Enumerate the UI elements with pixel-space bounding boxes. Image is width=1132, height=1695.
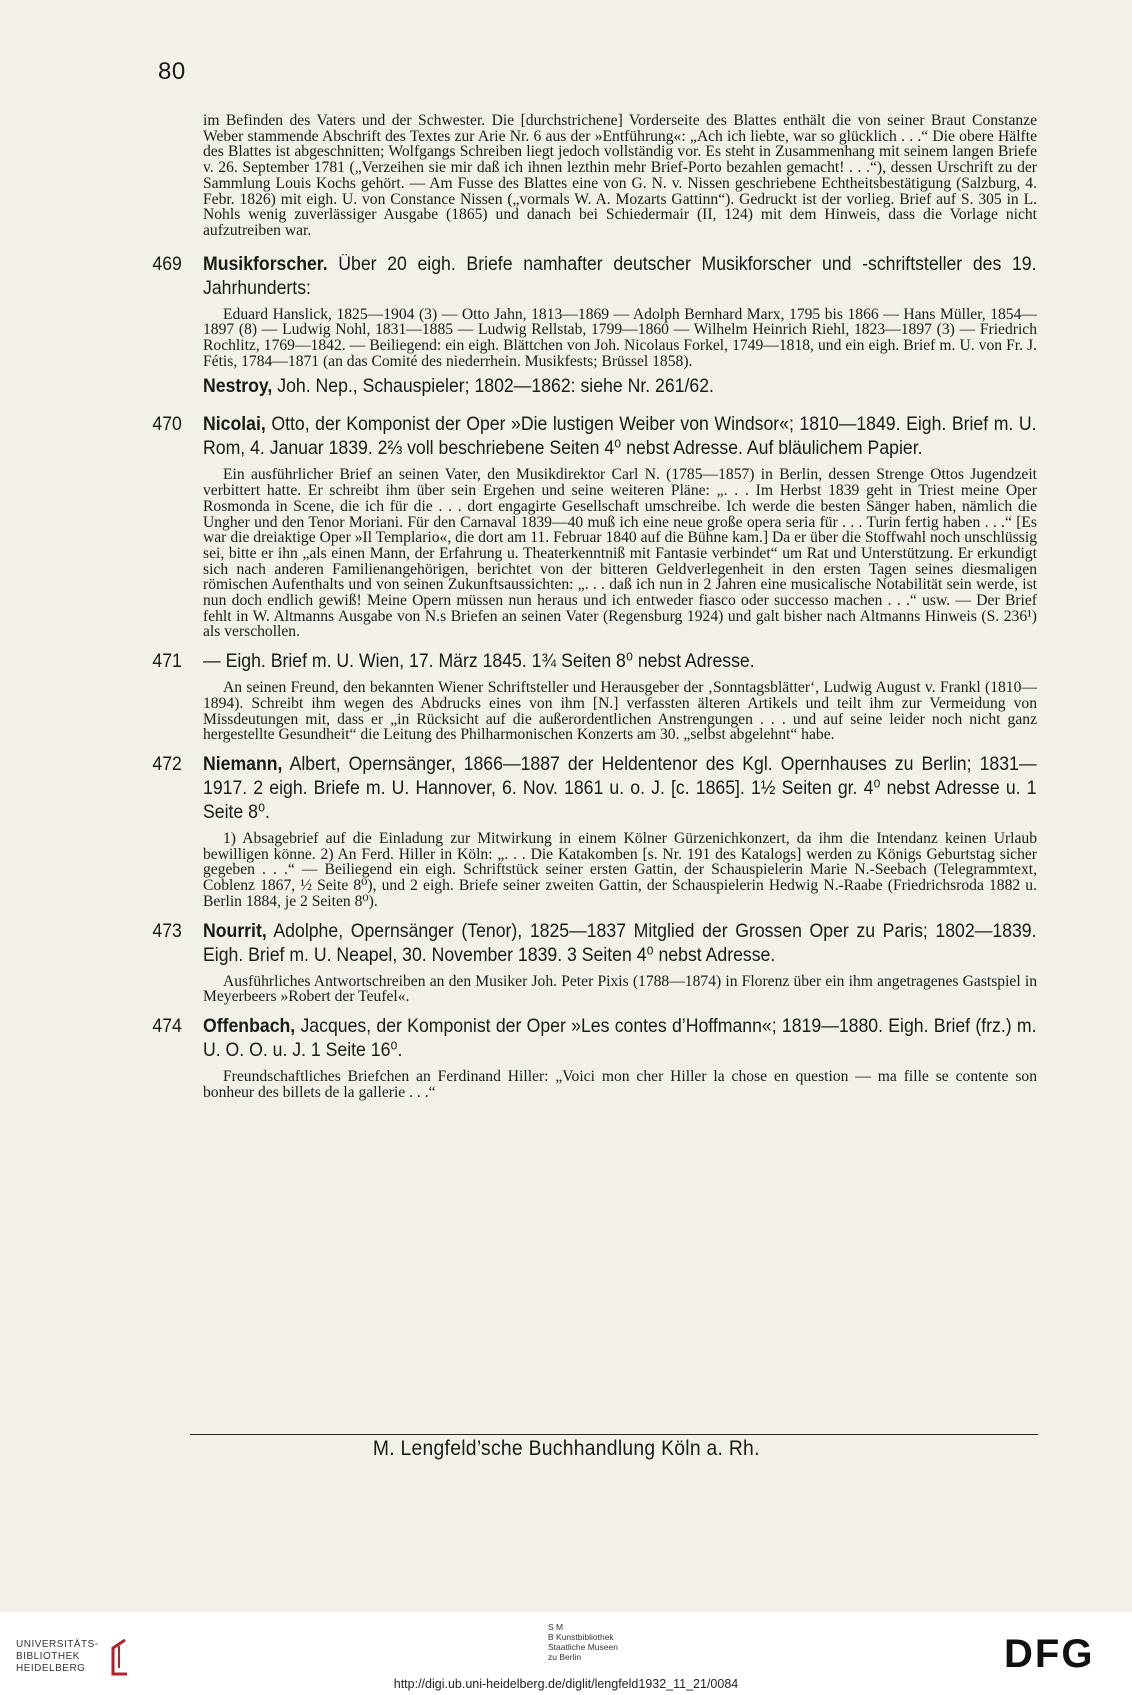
entry-number: 471: [152, 651, 182, 673]
heidelberg-library-logo[interactable]: [16, 1638, 135, 1676]
entry-470-description: Ein ausführlicher Brief an seinen Vater, den Musikdirektor Carl N. (1785—1857) in Berlin, dessen Strenge Ottos Jugendzeit verbittert hatte. Er schreibt ihm über sein Ergehen und seine weiteren Pläne: „. . . Im Herbst 1839 geht in Triest meine Oper Rosmonda in Scene, die ich für die . . . dort engagirte Gesellschaft umschreibe. Ich werde die besten Sänger haben, nämlich die Ungher und den Tenor Moriani. Für den Carnaval 1839—40 muß ich eine neue große opera seria für . . . Turin fertig haben . . .“ [Es war die dreiaktige Oper »Il Templario«, die dort am 11. Februar 1840 auf die Bühne kam.] Da er über die Stoffwahl noch unschlüssig sei, bitte er ihn „als einen Mann, der Erfahrung u. Theaterkenntniß mit Fantasie verbindet“ um Rat und Unterstützung. Er erkundigt sich nach anderen Familienangehörigen, berichtet von der bitteren Geldverlegenheit in den ersten Tagen seines diesmaligen römischen Aufenthalts und von seinen Zukunftsaussichten: „. . . daß ich nun in 2 Jahren eine musicalische Notabilität sein werde, ist nun doch endlich gewiß! Meine Opern müssen nun heraus und ich entweder fiasco oder successo machen . . .“ usw. — Der Brief fehlt in W. Altmanns Ausgabe von N.s Briefen an seinen Vater (Regensburg 1924) und galt bisher nach Altmanns Hinweis (S. 236¹) als verschollen.: [203, 466, 1037, 641]
entry-471-description: An seinen Freund, den bekannten Wiener Schriftsteller und Herausgeber der ‚Sonntagsblätter‘, Ludwig August v. Frankl (1810—1894). Schreibt ihm wegen des Abdrucks eines von ihm [N.] verfassten älteren Artikels und teilt ihm zur Vermeidung von Missdeutungen mit, dass er „in Rücksicht auf die außerordentlichen Anstrengungen . . . und auf seine leider noch nicht ganz hergestellte Gesundheit“ die Leitung des Philharmonischen Konzerts am 30. „selbst abgelehnt“ habe.: [203, 679, 1037, 744]
entry-name: Nourrit,: [203, 920, 267, 942]
dfg-logo: DFG: [1004, 1632, 1095, 1676]
library-emblem-icon: [105, 1638, 135, 1676]
entry-number: 472: [152, 753, 182, 775]
permalink-url[interactable]: http://digi.ub.uni-heidelberg.de/diglit/lengfeld1932_11_21/0084: [393, 1677, 739, 1691]
entry-470-heading: [152, 413, 1037, 461]
entry-number: 473: [152, 920, 182, 942]
entry-469-description: Eduard Hanslick, 1825—1904 (3) — Otto Jahn, 1813—1869 — Adolph Bernhard Marx, 1795 bis 1866 — Hans Müller, 1854—1897 (8) — Ludwig Nohl, 1831—1885 — Ludwig Rellstab, 1799—1860 — Wilhelm Heinrich Riehl, 1823—1897 (3) — Friedrich Rochlitz, 1769—1842. — Beiliegend: ein eigh. Blättchen von Joh. Nicolaus Forkel, 1749—1818, und ein eigh. Brief m. U. von Fr. J. Fétis, 1784—1871 (an das Comité des niederrhein. Musikfests; Brüssel 1858).: [203, 305, 1037, 370]
entry-heading-text: Jacques, der Komponist der Oper »Les contes d’Hoffmann«; 1819—1880. Eigh. Brief (frz.) m. U. O. O. u. J. 1 Seite 16⁰.: [203, 1015, 1037, 1061]
entry-name: —: [203, 651, 221, 673]
cross-reference-name: Nestroy,: [203, 376, 273, 398]
cross-reference-nestroy: [203, 375, 1037, 399]
cross-reference-text: Joh. Nep., Schauspieler; 1802—1862: siehe Nr. 261/62.: [277, 376, 714, 398]
entry-number: 474: [152, 1015, 182, 1037]
entry-heading-text: Über 20 eigh. Briefe namhafter deutscher Musikforscher und -schriftsteller des 19. Jahrhunderts:: [203, 253, 1037, 299]
kunstbibliothek-logo: S M B Kunstbibliothek Staatliche Museen zu Berlin: [548, 1622, 618, 1662]
entry-474-heading: [152, 1015, 1037, 1063]
catalog-content: [152, 112, 1037, 1101]
library-name: UNIVERSITÄTS- BIBLIOTHEK HEIDELBERG: [16, 1639, 99, 1674]
entry-heading-text: Eigh. Brief m. U. Wien, 17. März 1845. 1¾ Seiten 8⁰ nebst Adresse.: [225, 651, 755, 673]
entry-473-heading: [152, 920, 1037, 968]
entry-name: Offenbach,: [203, 1015, 296, 1037]
entry-472-heading: [152, 753, 1037, 825]
viewer-footer-bar: [0, 1612, 1132, 1695]
entry-number: 470: [152, 414, 182, 436]
entry-473-description: Ausführliches Antwortschreiben an den Musiker Joh. Peter Pixis (1788—1874) in Florenz über ein ihm angetragenes Gastspiel in Meyerbeers »Robert der Teufel«.: [203, 972, 1037, 1006]
publisher-footer: M. Lengfeld’sche Buchhandlung Köln a. Rh.: [372, 1437, 760, 1460]
entry-heading-text: Otto, der Komponist der Oper »Die lustigen Weiber von Windsor«; 1810—1849. Eigh. Brief m. U. Rom, 4. Januar 1839. 2⅔ voll beschriebene Seiten 4⁰ nebst Adresse. Auf bläulichem Papier.: [203, 414, 1037, 460]
entry-471-heading: [152, 650, 1037, 674]
intro-paragraph: im Befinden des Vaters und der Schwester. Die [durchstrichene] Vorderseite des Blattes enthält die von seiner Braut Constanze Weber stammende Abschrift des Textes zur Arie Nr. 6 aus der »Entführung«: „Ach ich liebte, war so glücklich . . .“ Die obere Hälfte des Blattes ist abgeschnitten; Wolfgangs Schreiben liegt jedoch vollständig vor. Es steht in Zusammenhang mit seinem langen Briefe v. 26. September 1781 („Verzeihen sie mir daß ich ihnen lezthin mehr Brief-Porto bezahlen gemacht! . . .“), dessen Urschrift zu der Sammlung Louis Kochs gehört. — Am Fusse des Blattes eine von G. N. v. Nissen geschriebene Echtheitsbestätigung (Salzburg, 4. Febr. 1826) mit eigh. U. von Constance Nissen („vormals W. A. Mozarts Gattinn“). Gedruckt ist der vorlieg. Brief auf S. 305 in L. Nohls wenig zuverlässiger Ausgabe (1865) und danach bei Schiedermair (II, 124) mit dem Hinweis, dass die Vorlage nicht aufzutreiben war.: [203, 112, 1037, 239]
footer-divider: [190, 1434, 1038, 1435]
entry-469-heading: [152, 253, 1037, 301]
page-number: 80: [158, 58, 186, 85]
entry-heading-text: Adolphe, Opernsänger (Tenor), 1825—1837 Mitglied der Grossen Oper zu Paris; 1802—1839. Eigh. Brief m. U. Neapel, 30. November 1839. 3 Seiten 4⁰ nebst Adresse.: [203, 920, 1037, 966]
entry-474-description: Freundschaftliches Briefchen an Ferdinand Hiller: „Voici mon cher Hiller la chose en question — ma fille se contente son bonheur des billets de la gallerie . . .“: [203, 1067, 1037, 1101]
entry-name: Niemann,: [203, 753, 283, 775]
entry-number: 469: [152, 253, 182, 275]
entry-472-description: 1) Absagebrief auf die Einladung zur Mitwirkung in einem Kölner Gürzenichkonzert, da ihm die Intendanz keinen Urlaub bewilligen könne. 2) An Ferd. Hiller in Köln: „. . . Die Katakomben [s. Nr. 191 des Katalogs] werden zu Königs Geburtstag sicher gegeben . . .“ — Beiliegend ein eigh. Schriftstück seiner ersten Gattin, der Schauspielerin Marie N.-Seebach (Telegrammtext, Coblenz 1867, ½ Seite 8⁰), und 2 eigh. Briefe seiner zweiten Gattin, der Schauspielerin Hedwig N.-Raabe (Friedrichsroda 1882 u. Berlin 1884, je 2 Seiten 8⁰).: [203, 829, 1037, 910]
entry-heading-text: Albert, Opernsänger, 1866—1887 der Heldentenor des Kgl. Opernhauses zu Berlin; 1831—1917. 2 eigh. Briefe m. U. Hannover, 6. Nov. 1861 u. o. J. [c. 1865]. 1½ Seiten gr. 4⁰ nebst Adresse u. 1 Seite 8⁰.: [203, 753, 1037, 823]
entry-name: Musikforscher.: [203, 253, 328, 275]
entry-name: Nicolai,: [203, 414, 266, 436]
